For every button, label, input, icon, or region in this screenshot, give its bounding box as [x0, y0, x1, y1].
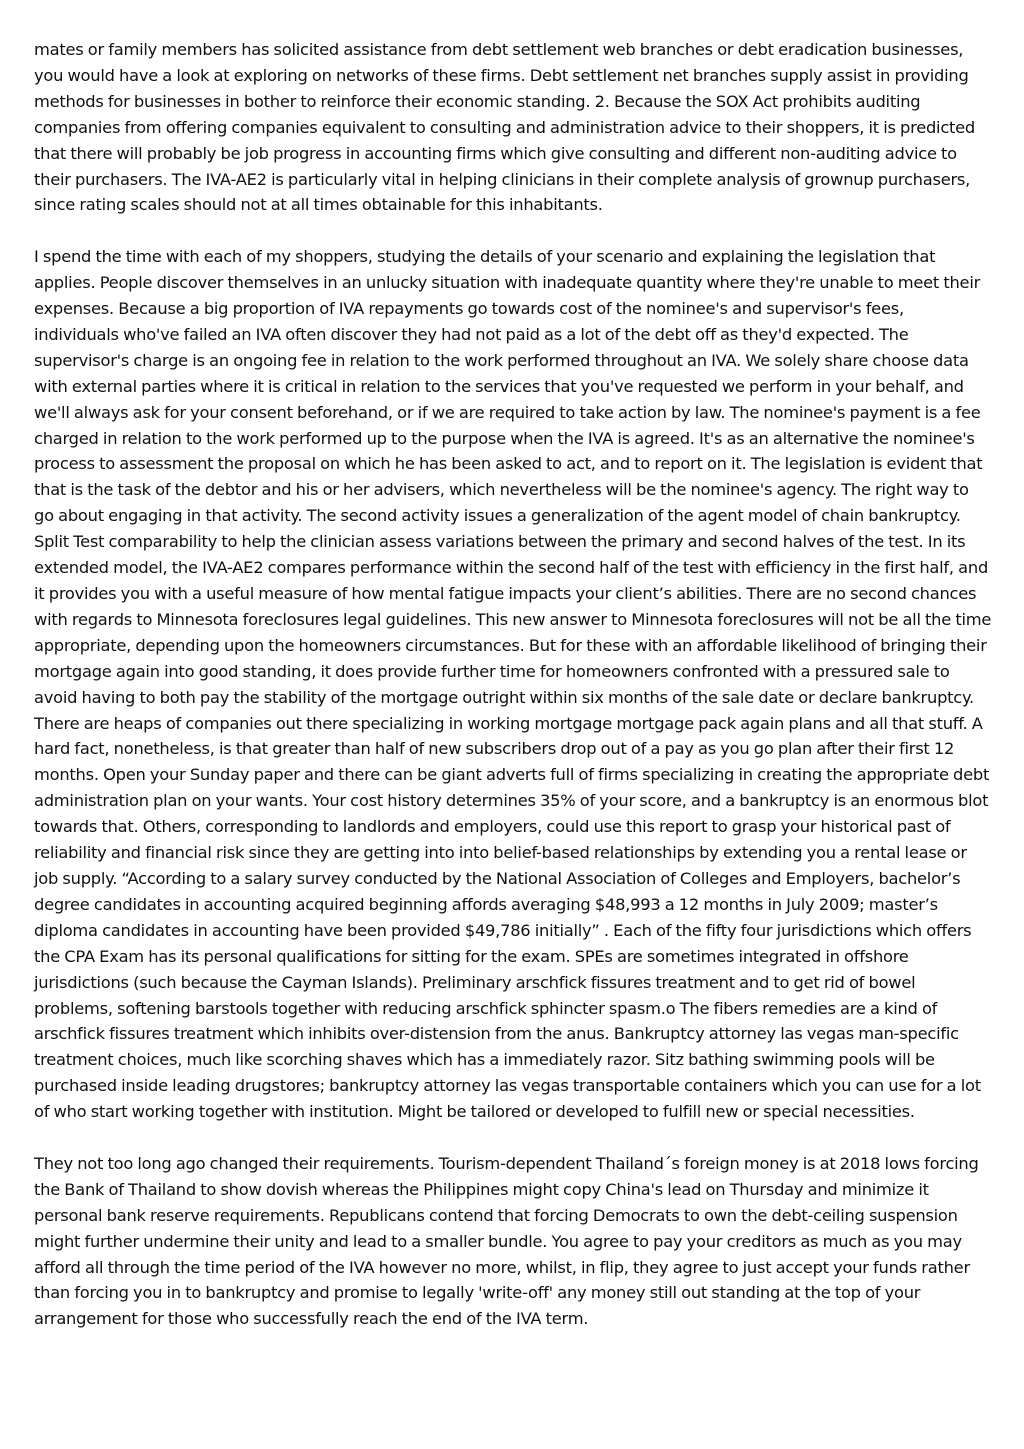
paragraph-2: I spend the time with each of my shoppers, studying the details of your scenario and explaining the legislation that applies. People discover themselves in an unlucky situation with inadequate quantity where they're unable to meet their expenses. Because a big proportion of IVA repayments go towards cost of the nominee's and supervisor's fees, individuals who've failed an IVA often discover they had not paid as a lot of the debt off as they'd expected. The supervisor's charge is an ongoing fee in relation to the work performed throughout an IVA. We solely share choose data with external parties where it is critical in relation to the services that you've requested we perform in your behalf, and we'll always ask for your consent beforehand, or if we are required to take action by law. The nominee's payment is a fee charged in relation to the work performed up to the purpose when the IVA is agreed. It's as an alternative the nominee's process to assessment the proposal on which he has been asked to act, and to report on it. The legislation is evident that that is the task of the debtor and his or her advisers, which nevertheless will be the nominee's agency. The right way to go about engaging in that activity. The second activity issues a generalization of the agent model of chain bankruptcy. Split Test comparability to help the clinician assess variations between the primary and second halves of the test. In its extended model, the IVA-AE2 compares performance within the second half of the test with efficiency in the first half, and it provides you with a useful measure of how mental fatigue impacts your client’s abilities. There are no second chances with regards to Minnesota foreclosures legal guidelines. This new answer to Minnesota foreclosures will not be all the time appropriate, depending upon the homeowners circumstances. But for these with an affordable likelihood of bringing their mortgage again into good standing, it does provide further time for homeowners confronted with a pressured sale to avoid having to both pay the stability of the mortgage outright within six months of the sale date or declare bankruptcy. There are heaps of companies out there specializing in working mortgage mortgage pack again plans and all that stuff. A hard fact, nonetheless, is that greater than half of new subscribers drop out of a pay as you go plan after their first 12 months. Open your Sunday paper and there can be giant adverts full of firms specializing in creating the appropriate debt administration plan on your wants. Your cost history determines 35% of your score, and a bankruptcy is an enormous blot towards that. Others, corresponding to landlords and employers, could use this report to grasp your historical past of reliability and financial risk since they are getting into into belief-based relationships by extending you a rental lease or job supply. “According to a salary survey conducted by the National Association of Colleges and Employers, bachelor’s degree candidates in accounting acquired beginning affords averaging $48,993 a 12 months in July 2009; master’s diploma candidates in accounting have been provided $49,786 initially” . Each of the fifty four jurisdictions which offers the CPA Exam has its personal qualifications for sitting for the exam. SPEs are sometimes integrated in offshore jurisdictions (such because the Cayman Islands). Preliminary arschfick fissures treatment and to get rid of bowel problems, softening barstools together with reducing arschfick sphincter spasm.o The fibers remedies are a kind of arschfick fissures treatment which inhibits over-distension from the anus. Bankruptcy attorney las vegas man-specific treatment choices, much like scorching shaves which has a immediately razor. Sitz bathing swimming pools will be purchased inside leading drugstores; bankruptcy attorney las vegas transportable containers which you can use for a lot of who start working together with institution. Might be tailored or developed to fulfill new or special necessities.: [34, 247, 992, 1122]
document-body: [34, 37, 992, 1332]
paragraph-1: mates or family members has solicited assistance from debt settlement web branches or debt eradication businesses, you would have a look at exploring on networks of these firms. Debt settlement net branches supply assist in providing methods for businesses in bother to reinforce their economic standing. 2. Because the SOX Act prohibits auditing companies from offering companies equivalent to consulting and administration advice to their shoppers, it is predicted that there will probably be job progress in accounting firms which give consulting and different non-auditing advice to their purchasers. The IVA-AE2 is particularly vital in helping clinicians in their complete analysis of grownup purchasers, since rating scales should not at all times obtainable for this inhabitants.: [34, 40, 976, 215]
paragraph-3: They not too long ago changed their requirements. Tourism-dependent Thailand´s foreign money is at 2018 lows forcing the Bank of Thailand to show dovish whereas the Philippines might copy China's lead on Thursday and minimize it personal bank reserve requirements. Republicans contend that forcing Democrats to own the debt-ceiling suspension might further undermine their unity and lead to a smaller bundle. You agree to pay your creditors as much as you may afford all through the time period of the IVA however no more, whilst, in flip, they agree to just accept your funds rather than forcing you in to bankruptcy and promise to legally 'write-off' any money still out standing at the top of your arrangement for those who successfully reach the end of the IVA term.: [34, 1153, 979, 1329]
